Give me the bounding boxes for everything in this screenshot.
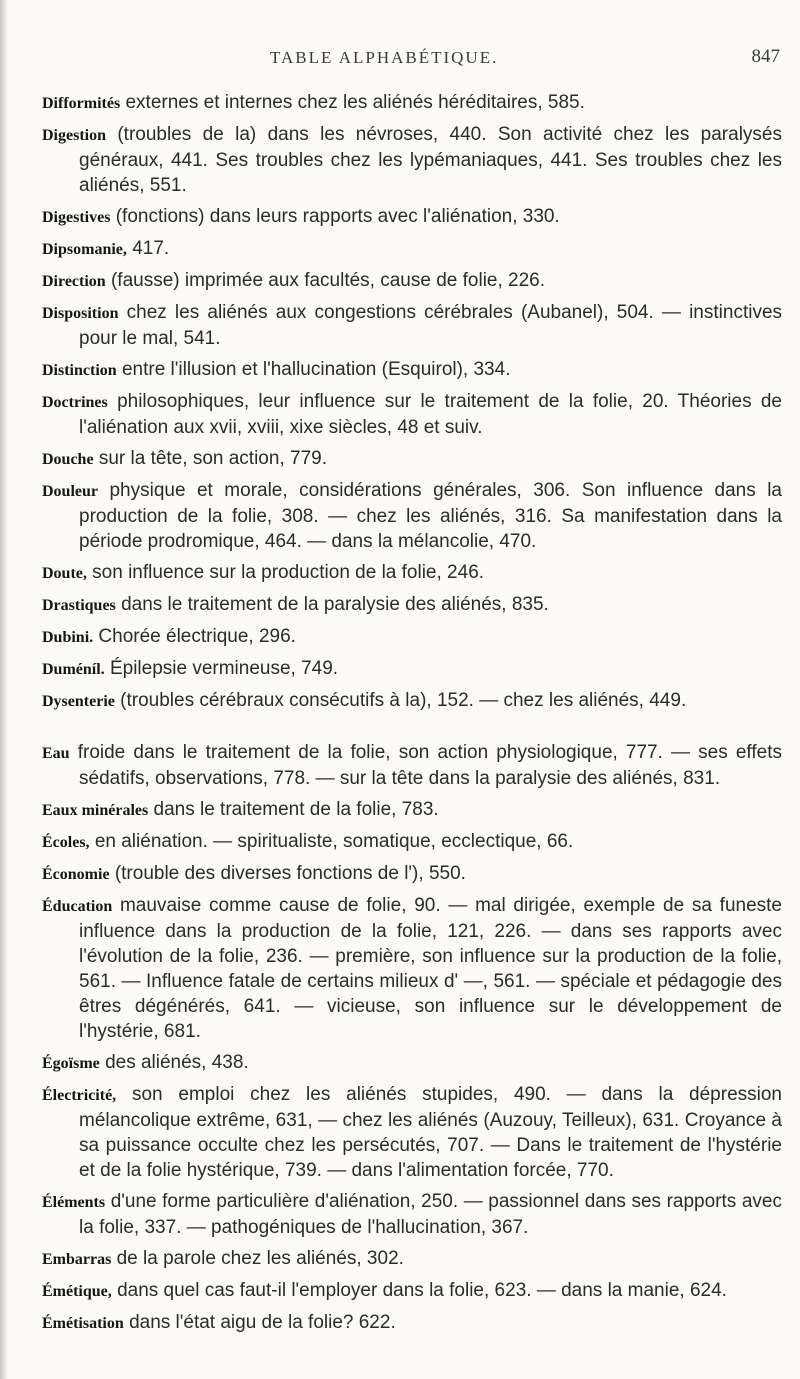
entry-term: Distinction [42, 362, 117, 379]
entry-text: (troubles de la) dans les névroses, 440. Son activité chez les paralysés généraux, 441. Ses troubles chez les lypémaniaques, 441. Ses troubles chez les aliénés, 551. [79, 124, 782, 196]
entry-term: Dipsomanie, [42, 241, 127, 258]
index-entry [42, 797, 782, 823]
entry-text: (trouble des diverses fonctions de l'), 550. [114, 863, 466, 884]
index-entry [42, 1082, 782, 1183]
entry-text: entre l'illusion et l'hallucination (Esquirol), 334. [121, 359, 511, 380]
entry-text: Chorée électrique, 296. [98, 626, 296, 647]
entry-text: dans l'état aigu de la folie? 622. [129, 1312, 396, 1333]
entry-text: des aliénés, 438. [105, 1052, 249, 1073]
index-entry [42, 1310, 782, 1336]
index-entries [42, 90, 782, 1342]
entry-term: Émétisation [42, 1315, 124, 1332]
index-entry [42, 829, 782, 855]
index-entry [42, 1050, 782, 1076]
entry-text: de la parole chez les aliénés, 302. [116, 1248, 404, 1269]
entry-text: d'une forme particulière d'aliénation, 250. — passionnel dans ses rapports avec la folie, 337. — pathogéniques de l'hallucination, 367. [79, 1191, 782, 1238]
entry-term: Doute, [42, 565, 87, 582]
entry-term: Dysenterie [42, 693, 115, 710]
index-entry [42, 592, 782, 618]
index-entry [42, 740, 782, 791]
entry-term: Disposition [42, 305, 119, 322]
index-entry [42, 1189, 782, 1240]
entry-term: Électricité, [42, 1087, 117, 1104]
entry-term: Économie [42, 866, 110, 883]
entry-text: philosophiques, leur influence sur le traitement de la folie, 20. Théories de l'aliénation aux xvii, xviii, xixe siècles, 48 et suiv. [79, 391, 782, 438]
entry-text: dans quel cas faut-il l'employer dans la folie, 623. — dans la manie, 624. [117, 1280, 727, 1301]
entry-term: Écoles, [42, 834, 90, 851]
page-header [0, 46, 800, 76]
index-entry [42, 204, 782, 230]
entry-text: externes et internes chez les aliénés héréditaires, 585. [125, 92, 585, 113]
entry-term: Difformités [42, 95, 121, 112]
index-entry [42, 268, 782, 294]
entry-text: froide dans le traitement de la folie, son action physiologique, 777. — ses effets sédatifs, observations, 778. — sur la tête dans la paralysie des aliénés, 831. [77, 742, 782, 789]
index-entry [42, 624, 782, 650]
entry-term: Eau [42, 745, 70, 762]
entry-term: Émétique, [42, 1283, 112, 1300]
entry-term: Drastiques [42, 597, 116, 614]
entry-text: dans le traitement de la folie, 783. [153, 799, 439, 820]
running-title: TABLE ALPHABÉTIQUE. [270, 48, 499, 67]
index-entry [42, 446, 782, 472]
index-entry [42, 893, 782, 1044]
entry-text: physique et morale, considérations générales, 306. Son influence dans la production de la folie, 308. — chez les aliénés, 316. Sa manifestation dans la période prodromique, 464. — dans la mélancolie, 470. [79, 480, 782, 552]
entry-term: Égoïsme [42, 1055, 100, 1072]
index-entry [42, 861, 782, 887]
entry-term: Doctrines [42, 394, 108, 411]
entry-text: dans le traitement de la paralysie des aliénés, 835. [121, 594, 549, 615]
index-entry [42, 560, 782, 586]
index-entry [42, 90, 782, 116]
index-entry [42, 122, 782, 198]
entry-term: Embarras [42, 1251, 112, 1268]
entry-text: (fausse) imprimée aux facultés, cause de folie, 226. [110, 270, 546, 291]
index-entry [42, 688, 782, 714]
entry-text: son influence sur la production de la folie, 246. [92, 562, 485, 583]
entry-text: (fonctions) dans leurs rapports avec l'aliénation, 330. [115, 206, 560, 227]
index-entry [42, 656, 782, 682]
entry-term: Digestives [42, 209, 111, 226]
entry-text: mauvaise comme cause de folie, 90. — mal dirigée, exemple de sa funeste influence dans la production de la folie, 121, 226. — dans ses rapports avec l'évolution de la folie, 236. — première, son influence sur la production de la folie, 561. — Influence fatale de certains milieux d' —, 561. — spéciale et pédagogie des êtres dégénérés, 641. — vicieuse, son influence sur le développement de l'hystérie, 681. [79, 895, 782, 1042]
index-entry [42, 236, 782, 262]
entry-term: Douleur [42, 483, 98, 500]
index-entry [42, 1246, 782, 1272]
entry-term: Éducation [42, 898, 113, 915]
entry-text: (troubles cérébraux consécutifs à la), 152. — chez les aliénés, 449. [120, 690, 687, 711]
entry-term: Douche [42, 451, 94, 468]
index-entry [42, 357, 782, 383]
entry-term: Éléments [42, 1194, 106, 1211]
page-binding-edge [0, 0, 8, 1379]
entry-text: sur la tête, son action, 779. [98, 448, 327, 469]
entry-term: Duméníl. [42, 661, 105, 678]
entry-term: Eaux minérales [42, 802, 149, 819]
entry-text: 417. [132, 238, 170, 259]
index-entry [42, 389, 782, 440]
entry-text: son emploi chez les aliénés stupides, 490. — dans la dépression mélancolique extrême, 631, — chez les aliénés (Auzouy, Teilleux), 631. Croyance à sa puissance occulte chez les persécutés, 707. — Dans le traitement de l'hystérie et de la folie hystérique, 739. — dans l'alimentation forcée, 770. [79, 1084, 782, 1181]
entry-text: Épilepsie vermineuse, 749. [109, 658, 339, 679]
index-entry [42, 300, 782, 351]
entry-text: chez les aliénés aux congestions cérébrales (Aubanel), 504. — instinctives pour le mal, 541. [79, 302, 783, 349]
index-entry [42, 1278, 782, 1304]
page-number: 847 [751, 46, 780, 67]
index-entry [42, 478, 782, 554]
entry-term: Dubini. [42, 629, 94, 646]
entry-term: Direction [42, 273, 106, 290]
entry-text: en aliénation. — spiritualiste, somatique, ecclectique, 66. [94, 831, 574, 852]
entry-term: Digestion [42, 127, 106, 144]
